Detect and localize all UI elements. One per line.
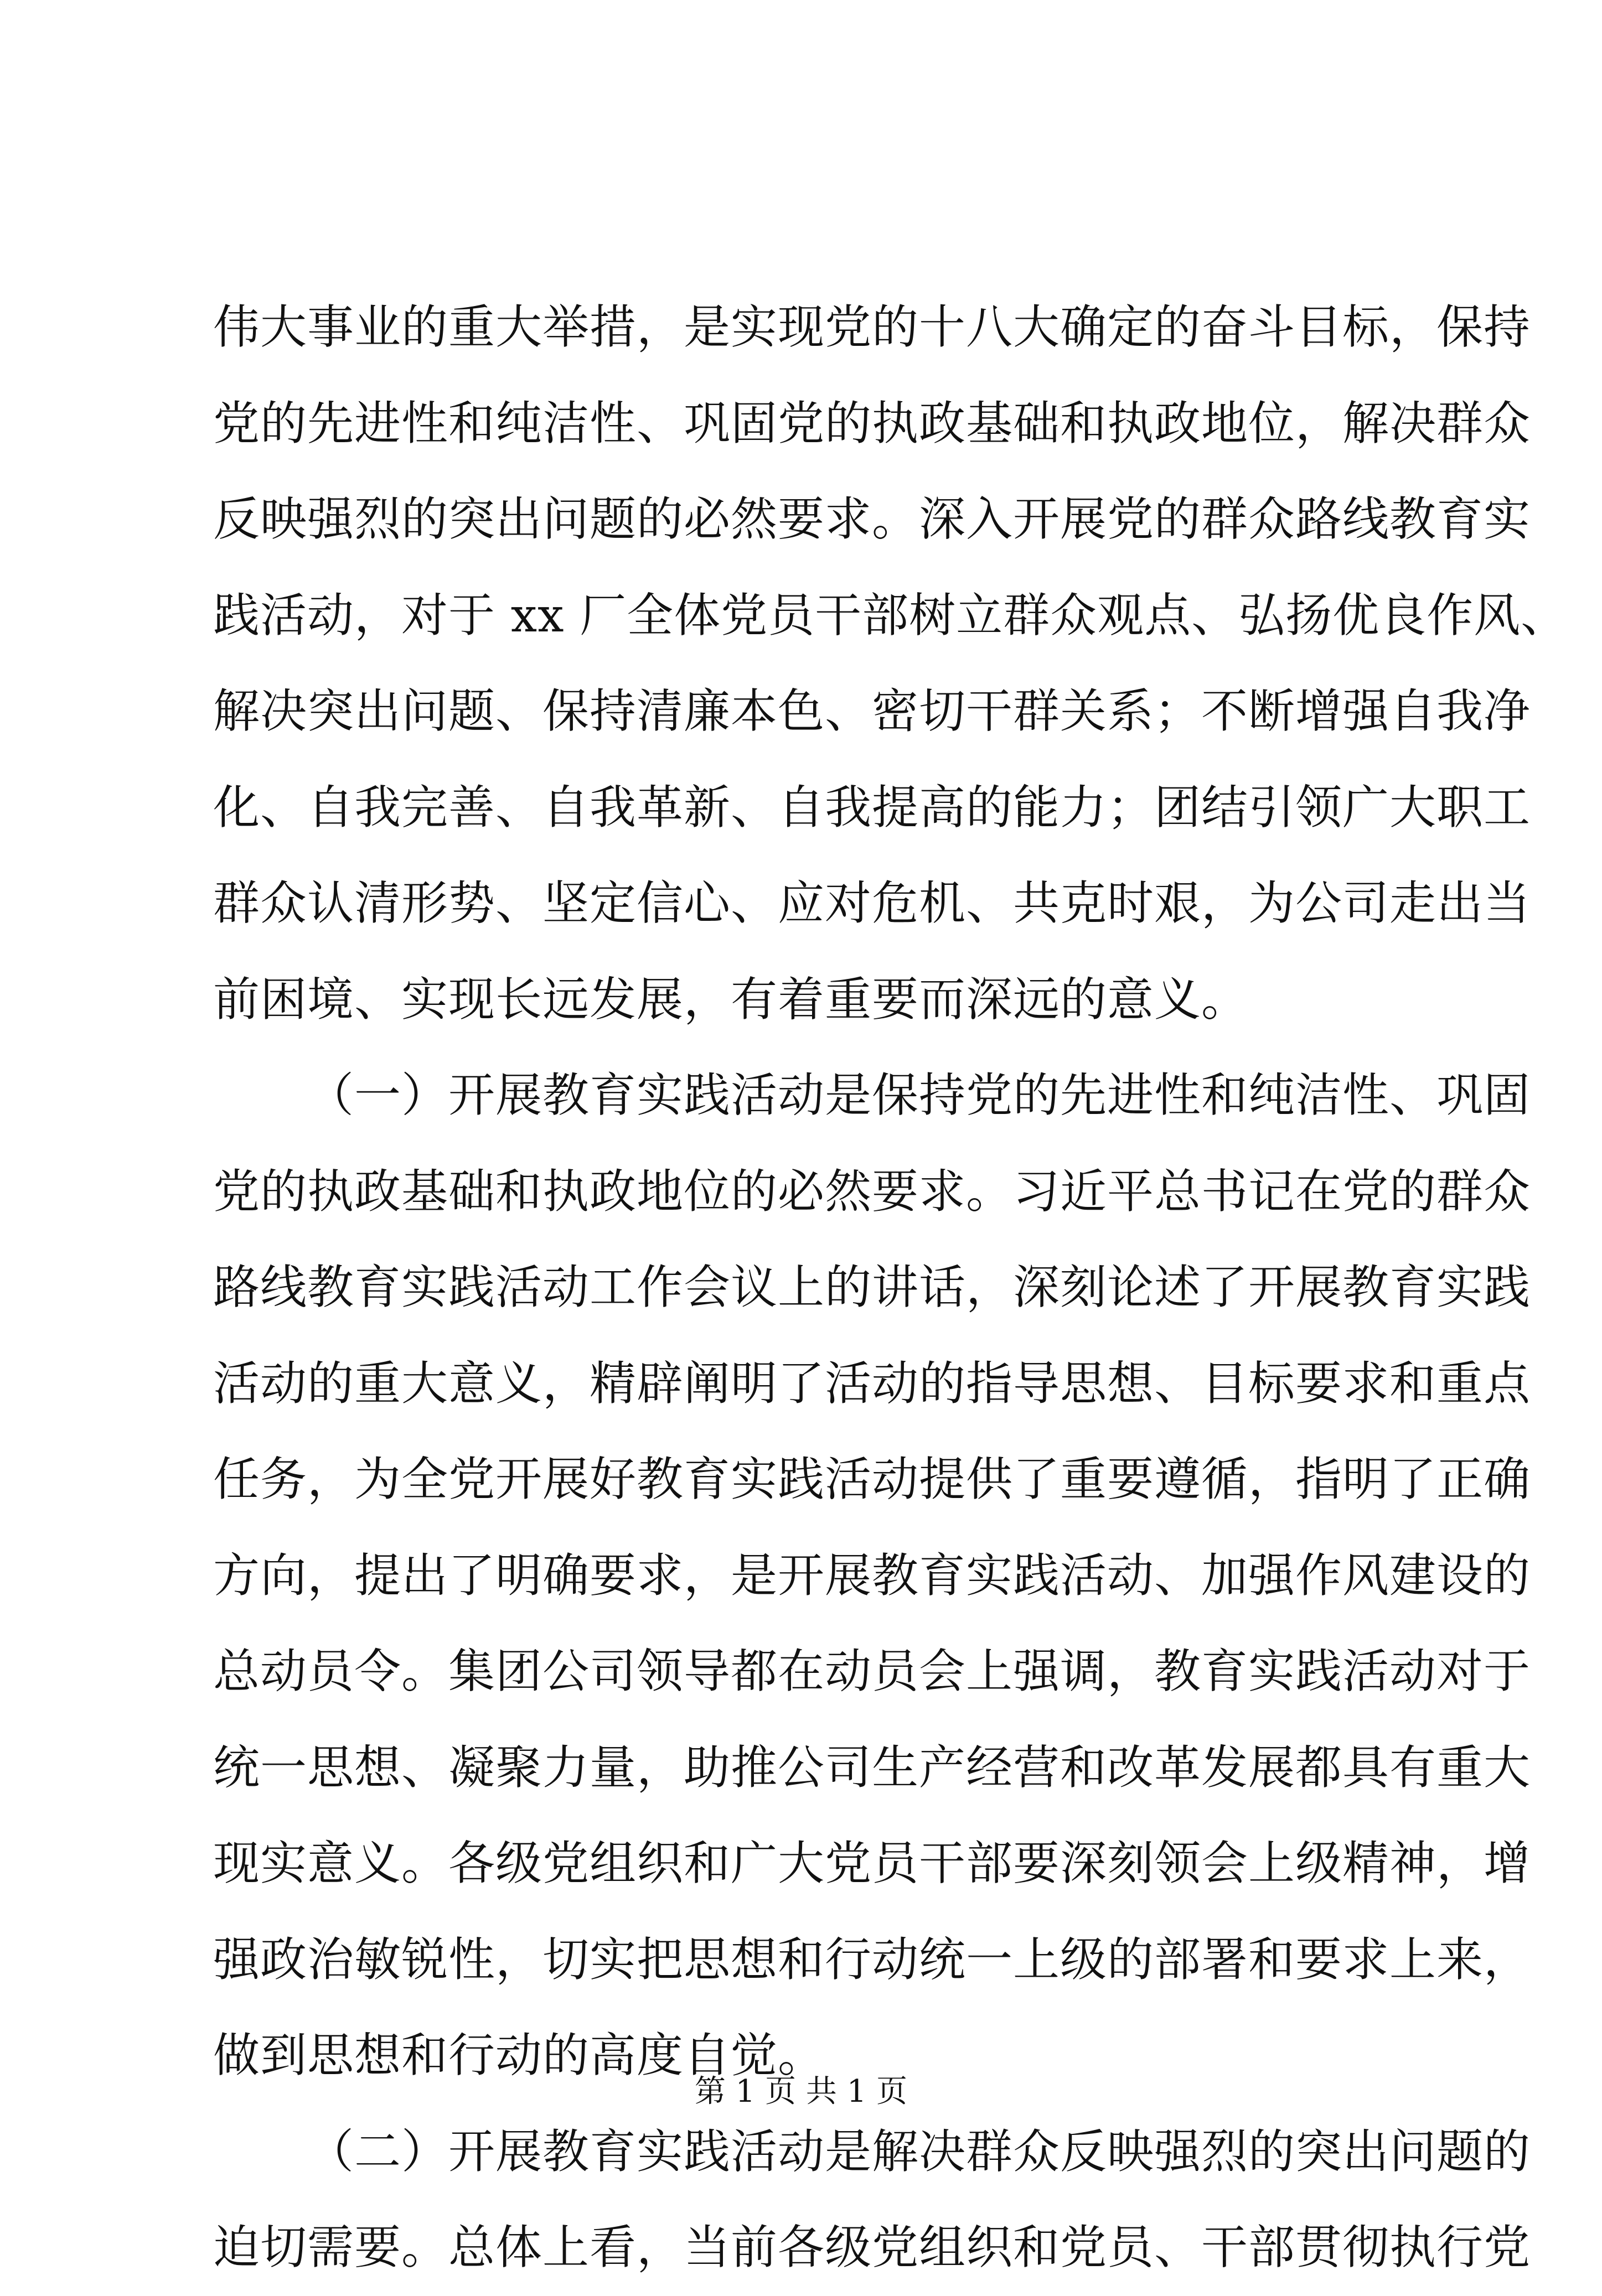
document-body: [213, 279, 1568, 2296]
text-line: 路线教育实践活动工作会议上的讲话，深刻论述了开展教育实践: [213, 1260, 1531, 1314]
text-line: 前困境、实现长远发展，有着重要而深远的意义。: [213, 972, 1249, 1027]
text-line: 现实意义。各级党组织和广大党员干部要深刻领会上级精神，增: [213, 1836, 1531, 1890]
text-line: 任务，为全党开展好教育实践活动提供了重要遵循，指明了正确: [213, 1452, 1531, 1506]
text-line: 践活动，对于 xx 厂全体党员干部树立群众观点、弘扬优良作风、: [213, 588, 1568, 642]
text-line: 总动员令。集团公司领导都在动员会上强调，教育实践活动对于: [213, 1644, 1531, 1698]
text-line: 伟大事业的重大举措，是实现党的十八大确定的奋斗目标，保持: [213, 300, 1531, 354]
text-line: 迫切需要。总体上看，当前各级党组织和党员、干部贯彻执行党: [213, 2220, 1531, 2274]
text-line: 解决突出问题、保持清廉本色、密切干群关系；不断增强自我净: [213, 684, 1531, 738]
text-line: 做到思想和行动的高度自觉。: [213, 2028, 825, 2082]
text-line: 化、自我完善、自我革新、自我提高的能力；团结引领广大职工: [213, 780, 1531, 835]
section-two-heading-line: （二）开展教育实践活动是解决群众反映强烈的突出问题的: [307, 2124, 1531, 2179]
section-one-heading-line: （一）开展教育实践活动是保持党的先进性和纯洁性、巩固: [307, 1068, 1531, 1122]
text-line: 活动的重大意义，精辟阐明了活动的指导思想、目标要求和重点: [213, 1356, 1531, 1411]
text-line: 反映强烈的突出问题的必然要求。深入开展党的群众路线教育实: [213, 492, 1531, 546]
page-footer: 第 1 页 共 1 页: [694, 2074, 908, 2110]
text-line: 强政治敏锐性，切实把思想和行动统一上级的部署和要求上来，: [213, 1932, 1531, 1987]
text-line: 党的执政基础和执政地位的必然要求。习近平总书记在党的群众: [213, 1164, 1531, 1219]
text-line: 群众认清形势、坚定信心、应对危机、共克时艰，为公司走出当: [213, 876, 1531, 930]
text-line: 党的先进性和纯洁性、巩固党的执政基础和执政地位，解决群众: [213, 396, 1531, 450]
text-line: 统一思想、凝聚力量，助推公司生产经营和改革发展都具有重大: [213, 1740, 1531, 1795]
text-line: 方向，提出了明确要求，是开展教育实践活动、加强作风建设的: [213, 1548, 1531, 1603]
